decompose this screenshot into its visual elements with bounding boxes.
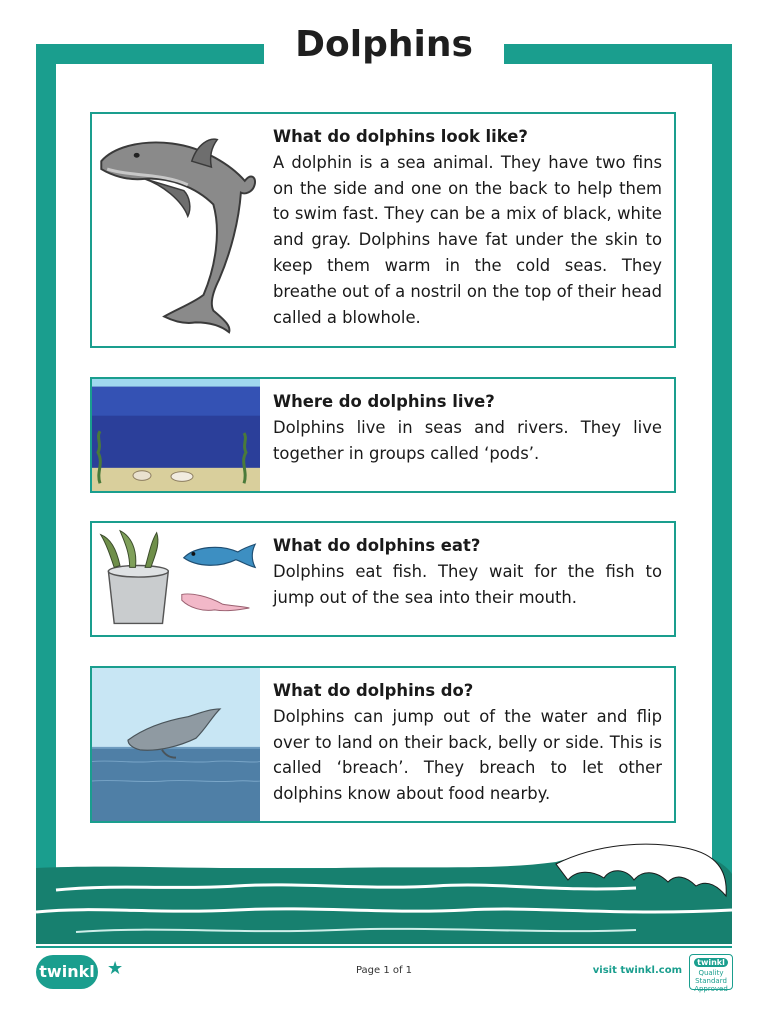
section-text — [273, 389, 662, 466]
section-heading: What do dolphins look like? — [273, 127, 528, 146]
badge-logo: twinkl — [694, 958, 728, 967]
card-live — [90, 377, 676, 493]
section-heading: Where do dolphins live? — [273, 392, 495, 411]
dolphin-illustration — [92, 114, 260, 346]
visit-link[interactable]: visit twinkl.com — [592, 965, 682, 976]
section-text — [273, 124, 662, 330]
ocean-waves-illustration — [36, 840, 732, 944]
star-icon: ★ — [107, 958, 124, 979]
footer-divider — [36, 946, 732, 948]
section-heading: What do dolphins eat? — [273, 536, 481, 555]
section-body: Dolphins live in seas and rivers. They live together in groups called ‘pods’. — [273, 417, 662, 463]
section-body: Dolphins can jump out of the water and flip over to land on their back, belly or side. This is called ‘breach’. They breach to let other dolphins know about food nearby. — [273, 706, 662, 804]
section-text — [273, 678, 662, 807]
section-body: Dolphins eat fish. They wait for the fish to jump out of the sea into their mouth. — [273, 561, 662, 607]
breaching-dolphin-illustration — [92, 668, 260, 821]
quality-badge — [689, 954, 733, 993]
section-text — [273, 533, 662, 610]
twinkl-logo[interactable]: twinkl — [36, 955, 98, 989]
fish-bucket-illustration — [92, 523, 260, 635]
page-title: Dolphins — [295, 24, 473, 65]
section-heading: What do dolphins do? — [273, 681, 474, 700]
section-body: A dolphin is a sea animal. They have two fins on the side and one on the back to help them to swim fast. They can be a mix of black, white and gray. Dolphins have fat under the skin to keep them warm in the cold seas. They breathe out of a nostril on the top of their head called a blowhole. — [273, 152, 662, 327]
card-do — [90, 666, 676, 823]
page-number: Page 1 of 1 — [355, 965, 413, 976]
card-eat — [90, 521, 676, 637]
sea-floor-illustration — [92, 379, 260, 491]
badge-text: Quality Standard Approved — [694, 969, 728, 993]
card-look-like — [90, 112, 676, 348]
